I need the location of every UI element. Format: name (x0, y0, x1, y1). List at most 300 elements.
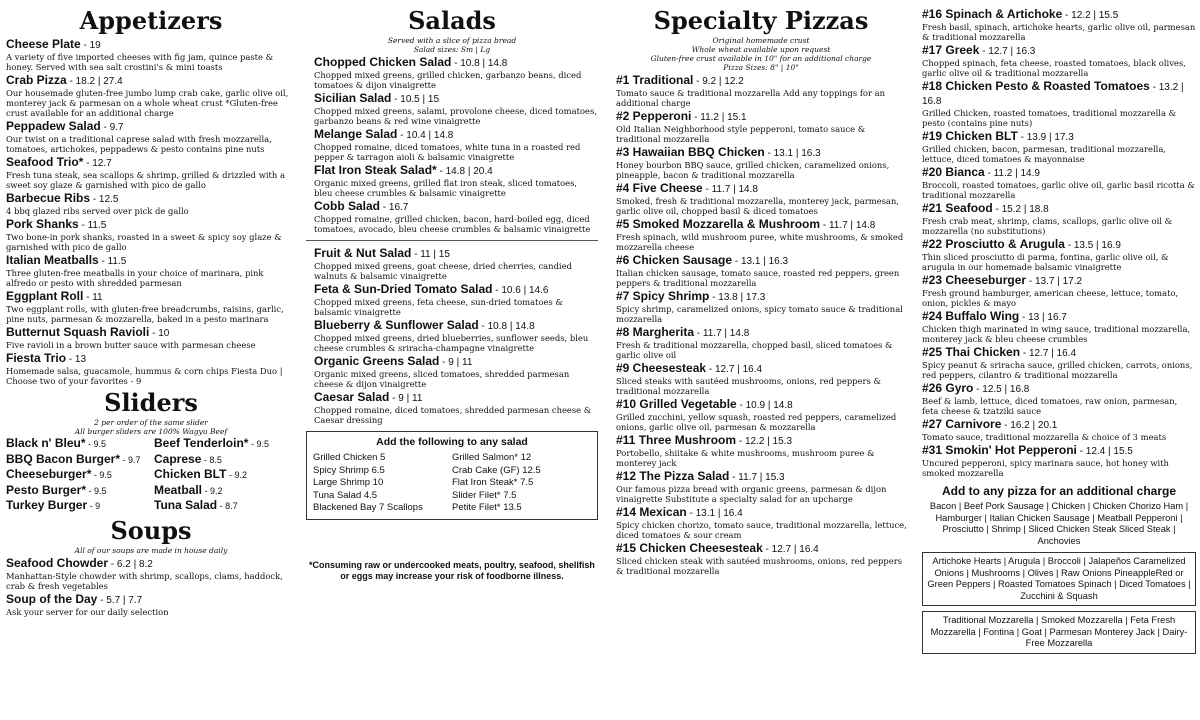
menu-item (922, 130, 1196, 164)
item-price: 12.2 | 15.5 (1071, 10, 1119, 21)
item-description: Beef & lamb, lettuce, diced tomatoes, raw onion, parmesan, feta cheese & tzatziki sauce (922, 396, 1178, 416)
salads-heading: Salads (408, 6, 496, 35)
item-description: Chopped romaine, diced tomatoes, white tuna in a roasted red pepper & tarragon aioli & balsamic vinaigrette (314, 142, 581, 162)
item-title: Italian Meatballs (6, 253, 99, 267)
slider-name: Turkey Burger (6, 498, 88, 512)
item-name: #21 Seafood - 15.2 | 18.8 (922, 201, 1049, 215)
slider-name: Beef Tenderloin* (154, 436, 249, 450)
menu-item (6, 254, 296, 288)
item-title: Crab Pizza (6, 73, 67, 87)
item-price: 13.8 | 17.3 (718, 292, 766, 303)
menu-item (6, 557, 296, 591)
item-price: 11.7 | 14.8 (702, 328, 750, 339)
item-price: 9 | 11 (398, 393, 423, 404)
item-title: #19 Chicken BLT (922, 129, 1018, 143)
item-price: 12.5 (98, 194, 119, 205)
item-name: #19 Chicken BLT - 13.9 | 17.3 (922, 129, 1074, 143)
item-name: #8 Margherita - 11.7 | 14.8 (616, 325, 750, 339)
menu-item (922, 166, 1196, 200)
addon-item: Crab Cake (GF) 12.5 (452, 464, 541, 476)
item-price: 10 (158, 328, 170, 339)
item-name: Organic Greens Salad - 9 | 11 (314, 354, 473, 368)
slider-item: Turkey Burger - 9 (6, 498, 101, 512)
menu-item (314, 128, 598, 162)
item-name: #26 Gyro - 12.5 | 16.8 (922, 381, 1030, 395)
slider-price: 9 (95, 501, 101, 511)
salad-addon-box (306, 431, 598, 520)
pizza-sizes-note: Pizza Sizes: 8" | 10" (723, 63, 799, 72)
item-description: Old Italian Neighborhood style pepperoni, tomato sauce & traditional mozzarella (616, 124, 866, 144)
salads-list-2 (306, 247, 598, 425)
item-description: Fresh & traditional mozzarella, chopped basil, sliced tomatoes & garlic olive oil (616, 340, 893, 360)
item-title: Pork Shanks (6, 217, 79, 231)
item-title: #17 Greek (922, 43, 980, 57)
slider-item: Caprese - 8.5 (154, 451, 222, 466)
menu-item (314, 391, 598, 425)
soups-heading: Soups (110, 515, 192, 545)
item-price: 11.2 | 14.9 (993, 168, 1040, 179)
item-title: #8 Margherita (616, 325, 695, 339)
item-description: Fresh basil, spinach, artichoke hearts, garlic olive oil, parmesan & traditional mozzarella (922, 22, 1196, 42)
slider-item: Meatball - 9.2 (154, 482, 223, 497)
item-price: 13 (74, 354, 87, 365)
soups-list (6, 557, 296, 617)
item-description: Tomato sauce & traditional mozzarella Add any toppings for an additional charge (616, 88, 886, 108)
menu-item (314, 247, 598, 281)
menu-item (314, 319, 598, 353)
pizzas-heading: Specialty Pizzas (653, 6, 869, 35)
item-name: #3 Hawaiian BBQ Chicken - 13.1 | 16.3 (616, 145, 821, 159)
item-description: Our twist on a traditional caprese salad with fresh mozzarella, tomatoes, artichokes, peppadews & pesto contains pine nuts (6, 134, 272, 154)
item-name: #22 Prosciutto & Arugula - 13.5 | 16.9 (922, 237, 1121, 251)
item-description: Chopped mixed greens, salami, provolone cheese, diced tomatoes, garbanzo beans & red wine vinaigrette (314, 106, 597, 126)
column-appetizers (6, 6, 296, 714)
item-description: Five ravioli in a brown butter sauce with parmesan cheese (6, 340, 256, 350)
crust-note: Original homemade crust (712, 36, 810, 45)
item-price: 13 | 16.7 (1028, 312, 1067, 323)
item-price: 9.2 | 12.2 (702, 76, 744, 87)
item-price: 18.2 | 27.4 (75, 76, 123, 87)
item-description: Spicy chicken chorizo, tomato sauce, traditional mozzarella, lettuce, diced tomatoes & sour cream (616, 520, 907, 540)
item-description: Our famous pizza bread with organic greens, parmesan & dijon vinaigrette Substitute a specialty salad for an upcharge (616, 484, 887, 504)
slider-item: Pesto Burger* - 9.5 (6, 482, 107, 497)
item-description: Italian chicken sausage, tomato sauce, roasted red peppers, green peppers & traditional mozzarella (616, 268, 900, 288)
gluten-free-note: Gluten-free crust available in 10" for an additional charge (650, 54, 872, 63)
addon-item: Grilled Salmon* 12 (452, 452, 532, 463)
slider-price: 8.5 (209, 454, 222, 465)
slider-item: Black n' Bleu* - 9.5 (6, 436, 107, 450)
menu-item (6, 352, 296, 386)
item-price: 11 | 15 (420, 249, 450, 260)
slider-price: 9.5 (93, 439, 107, 449)
item-description: Honey bourbon BBQ sauce, grilled chicken, caramelized onions, pineapple, bacon & traditional mozzarella (616, 160, 890, 180)
item-price: 13.2 | 16.8 (922, 82, 1184, 107)
item-price: 14.8 | 20.4 (445, 166, 493, 177)
slider-name: Meatball (154, 482, 203, 497)
menu-item (6, 156, 296, 190)
item-description: Organic mixed greens, grilled flat iron steak, sliced tomatoes, bleu cheese crumbles & balsamic vinaigrette (314, 178, 578, 198)
foodborne-disclaimer: *Consuming raw or undercooked meats, poultry, seafood, shellfish or eggs may increase your risk of foodborne illness. (309, 559, 595, 581)
item-name: #18 Chicken Pesto & Roasted Tomatoes - 13.2 | 16.8 (922, 79, 1184, 107)
item-description: Three gluten-free meatballs in your choice of marinara, pink alfredo or pesto with shredded parmesan (6, 268, 264, 288)
item-name: #25 Thai Chicken - 12.7 | 16.4 (922, 345, 1077, 359)
item-title: #10 Grilled Vegetable (616, 397, 737, 411)
item-description: Fresh spinach, wild mushroom puree, white mushrooms, & smoked mozzarella cheese (616, 232, 904, 252)
item-price: 13.1 | 16.3 (773, 148, 821, 159)
slider-item: Chicken BLT - 9.2 (154, 467, 247, 481)
item-name: Caesar Salad - 9 | 11 (314, 390, 423, 404)
item-name: #23 Cheeseburger - 13.7 | 17.2 (922, 273, 1083, 287)
item-description: Fresh crab meat, shrimp, clams, scallops, garlic olive oil & mozzarella (no substitutions) (922, 216, 1173, 236)
item-description: Ask your server for our daily selection (6, 606, 169, 617)
menu-item (6, 120, 296, 154)
item-price: 10.8 | 14.8 (487, 321, 535, 332)
menu-item (616, 74, 912, 108)
item-title: Butternut Squash Ravioli (6, 325, 150, 339)
slider-price: 9.5 (94, 485, 107, 496)
salad-addon-title: Add the following to any salad (376, 436, 528, 448)
sliders-grid (6, 436, 296, 514)
item-price: 9.7 (109, 122, 124, 133)
item-name: #16 Spinach & Artichoke - 12.2 | 15.5 (922, 7, 1119, 21)
item-name: Melange Salad - 10.4 | 14.8 (314, 127, 454, 141)
item-description: Chopped mixed greens, goat cheese, dried cherries, candied walnuts & balsamic vinaigrette (314, 261, 572, 281)
appetizers-list (6, 38, 296, 386)
item-name: Cheese Plate - 19 (6, 37, 101, 51)
item-title: Chopped Chicken Salad (314, 55, 452, 69)
item-name: Feta & Sun-Dried Tomato Salad - 10.6 | 14.6 (314, 282, 549, 296)
addon-item: Slider Filet* 7.5 (452, 489, 517, 501)
menu-item (616, 434, 912, 468)
item-name: Seafood Chowder - 6.2 | 8.2 (6, 555, 153, 570)
item-description: Thin sliced prosciutto di parma, fontina, garlic olive oil, & arugula in our homemade balsamic vinaigrette (922, 252, 1169, 272)
item-price: 9 | 11 (448, 357, 473, 368)
item-price: 13.1 | 16.3 (740, 256, 789, 267)
item-title: #15 Chicken Cheesesteak (616, 541, 763, 555)
item-title: #7 Spicy Shrimp (616, 289, 710, 303)
item-name: #15 Chicken Cheesesteak - 12.7 | 16.4 (616, 541, 819, 555)
item-title: #24 Buffalo Wing (922, 309, 1020, 323)
slider-price: 9.2 (210, 485, 223, 496)
addon-item: Flat Iron Steak* 7.5 (452, 477, 534, 488)
item-description: Chopped spinach, feta cheese, roasted tomatoes, black olives, garlic olive oil & traditional mozzarella (922, 58, 1186, 78)
item-price: 13.5 | 16.9 (1073, 240, 1121, 251)
item-price: 6.2 | 8.2 (116, 558, 153, 570)
item-price: 11.7 | 14.8 (828, 220, 876, 231)
item-price: 5.7 | 7.7 (106, 594, 143, 606)
item-description: Chopped mixed greens, grilled chicken, garbanzo beans, diced tomatoes & dijon vinaigrette (314, 70, 582, 90)
item-price: 12.7 | 16.4 (1028, 348, 1077, 359)
item-price: 16.7 (388, 202, 409, 213)
menu-item (922, 238, 1196, 272)
item-description: Spicy shrimp, caramelized onions, spicy tomato sauce & traditional mozzarella (616, 304, 903, 324)
item-title: #31 Smokin' Hot Pepperoni (922, 443, 1077, 457)
item-title: #26 Gyro (922, 381, 974, 395)
menu-item (616, 398, 912, 432)
item-title: #25 Thai Chicken (922, 345, 1021, 359)
item-name: Flat Iron Steak Salad* - 14.8 | 20.4 (314, 163, 493, 177)
item-name: #20 Bianca - 11.2 | 14.9 (922, 165, 1040, 179)
item-name: Sicilian Salad - 10.5 | 15 (314, 91, 440, 105)
item-description: Chicken thigh marinated in wing sauce, traditional mozzarella, monterey jack & bleu cheese crumbles (922, 324, 1191, 344)
slider-price: 9.7 (128, 454, 141, 465)
item-description: Chopped mixed greens, feta cheese, sun-dried tomatoes & balsamic vinaigrette (314, 297, 563, 317)
item-description: Sliced steaks with sautéed mushrooms, onions, red peppers & traditional mozzarella (616, 376, 881, 396)
item-description: Sliced chicken steak with sautéed mushrooms, onions, red peppers & traditional mozzarella (616, 556, 903, 576)
menu-item (922, 418, 1196, 442)
slider-name: Pesto Burger* (6, 482, 87, 497)
item-title: Barbecue Ribs (6, 191, 91, 205)
slider-item: Tuna Salad - 8.7 (154, 498, 238, 512)
column-pizzas (610, 6, 912, 714)
slider-name: Black n' Bleu* (6, 436, 86, 450)
item-description: Uncured pepperoni, spicy marinara sauce, hot honey with smoked mozzarella (922, 458, 1169, 478)
item-title: Soup of the Day (6, 591, 98, 606)
item-name: Chopped Chicken Salad - 10.8 | 14.8 (314, 55, 508, 69)
item-description: Organic mixed greens, sliced tomatoes, shredded parmesan cheese & dijon vinaigrette (314, 369, 570, 389)
item-description: Broccoli, roasted tomatoes, garlic olive oil, garlic basil ricotta & traditional mozzarella (922, 180, 1195, 200)
item-name: Pork Shanks - 11.5 (6, 217, 107, 231)
cheese-toppings: Traditional Mozzarella | Smoked Mozzarella | Feta Fresh Mozzarella | Fontina | Goat | Parmesan Monterey Jack | Dairy-Free Mozzarella (922, 611, 1196, 654)
item-description: Chopped mixed greens, dried blueberries, sunflower seeds, bleu cheese crumbles & sriracha-champagne vinaigrette (314, 333, 589, 353)
item-price: 12.5 | 16.8 (982, 384, 1030, 395)
menu-item (922, 382, 1196, 416)
salads-sizes-note: Salad sizes: Sm | Lg (413, 45, 491, 54)
menu-item (6, 593, 296, 617)
item-name: #17 Greek - 12.7 | 16.3 (922, 43, 1036, 57)
item-name: Crab Pizza - 18.2 | 27.4 (6, 73, 123, 87)
item-name: #2 Pepperoni - 11.2 | 15.1 (616, 109, 747, 123)
item-name: #14 Mexican - 13.1 | 16.4 (616, 505, 743, 519)
slider-price: 9.2 (234, 470, 247, 480)
menu-item (922, 44, 1196, 78)
item-description: Smoked, fresh & traditional mozzarella, monterey jack, parmesan, garlic olive oil, chopped basil & diced tomatoes (616, 196, 899, 216)
item-title: Seafood Chowder (6, 555, 109, 570)
menu-item (616, 218, 912, 252)
item-name: #27 Carnivore - 16.2 | 20.1 (922, 417, 1058, 431)
item-title: #16 Spinach & Artichoke (922, 7, 1063, 21)
slider-name: Caprese (154, 451, 202, 466)
pizzas-list (610, 74, 912, 576)
menu-item (922, 80, 1196, 128)
slider-name: Tuna Salad (154, 498, 218, 512)
item-title: #6 Chicken Sausage (616, 253, 733, 267)
item-description: Grilled zucchini, yellow squash, roasted red peppers, caramelized onions, garlic olive oil, parmesan & mozzarella (616, 412, 897, 432)
menu-item (314, 56, 598, 90)
menu-item (616, 542, 912, 576)
menu-item (314, 200, 598, 234)
wheat-note: Whole wheat available upon request (691, 45, 831, 54)
column-pizzas-cont (922, 6, 1196, 714)
item-price: 12.7 (92, 158, 112, 169)
item-title: Cheese Plate (6, 37, 81, 51)
menu-item (6, 218, 296, 252)
item-title: #18 Chicken Pesto & Roasted Tomatoes (922, 79, 1150, 93)
item-description: Two bone-in pork shanks, roasted in a sweet & spicy soy glaze & garnished with pico de gallo (6, 232, 282, 252)
item-name: Eggplant Roll - 11 (6, 289, 103, 303)
item-name: #1 Traditional - 9.2 | 12.2 (616, 73, 744, 87)
menu-item (314, 355, 598, 389)
item-title: #14 Mexican (616, 505, 687, 519)
menu-item (616, 254, 912, 288)
item-name: #12 The Pizza Salad - 11.7 | 15.3 (616, 469, 785, 483)
addon-item: Tuna Salad 4.5 (313, 489, 378, 501)
item-price: 10.5 | 15 (400, 94, 440, 105)
item-price: 12.7 | 16.4 (714, 364, 763, 375)
item-title: #5 Smoked Mozzarella & Mushroom (616, 217, 821, 231)
item-price: 11.5 (87, 220, 107, 231)
column-salads (306, 6, 598, 714)
salads-list (306, 56, 598, 234)
item-title: Organic Greens Salad (314, 354, 440, 368)
item-title: Peppadew Salad (6, 119, 101, 133)
item-price: 11 (92, 292, 103, 303)
meat-toppings: Bacon | Beef Pork Sausage | Chicken | Chicken Chorizo Ham | Hamburger | Italian Chicken Sausage | Meatball Pepperoni | Prosciutto | Shrimp | Sliced Chicken Steak Sliced Steak | Anchovies (929, 501, 1189, 546)
veggie-toppings: Artichoke Hearts | Arugula | Broccoli | Jalapeños Caramelized Onions | Mushrooms | Olives | Raw Onions PineappleRed or Green Peppers | Roasted Tomatoes Spinach | Diced Tomatoes | Zucchini & Squash (922, 552, 1196, 606)
item-title: Fruit & Nut Salad (314, 246, 412, 260)
item-price: 19 (89, 40, 101, 51)
item-name: Butternut Squash Ravioli - 10 (6, 325, 170, 339)
menu-item (616, 362, 912, 396)
item-description: Grilled chicken, bacon, parmesan, traditional mozzarella, lettuce, diced tomatoes & mayonnaise (922, 144, 1166, 164)
menu-item (616, 182, 912, 216)
item-price: 11.5 (107, 256, 127, 267)
menu-item (616, 290, 912, 324)
menu-item (616, 506, 912, 540)
salad-addon-grid (313, 452, 591, 515)
item-title: #3 Hawaiian BBQ Chicken (616, 145, 765, 159)
item-price: 15.2 | 18.8 (1001, 204, 1049, 215)
menu-item (616, 110, 912, 144)
item-title: #4 Five Cheese (616, 181, 703, 195)
item-name: #10 Grilled Vegetable - 10.9 | 14.8 (616, 397, 793, 411)
item-price: 12.7 | 16.4 (771, 544, 819, 555)
item-price: 10.8 | 14.8 (460, 58, 508, 69)
addon-item: Blackened Bay 7 Scallops (313, 502, 423, 513)
item-price: 10.9 | 14.8 (745, 400, 793, 411)
item-name: #24 Buffalo Wing - 13 | 16.7 (922, 309, 1067, 323)
menu-item (314, 164, 598, 198)
slider-price: 9.5 (256, 439, 269, 449)
item-description: Homemade salsa, guacamole, hummus & corn chips Fiesta Duo | Choose two of your favorites - 9 (6, 366, 283, 386)
item-price: 16.2 | 20.1 (1010, 420, 1058, 431)
item-title: Seafood Trio* (6, 155, 84, 169)
item-description: Tomato sauce, traditional mozzarella & choice of 3 meats (922, 432, 1167, 442)
item-name: Italian Meatballs - 11.5 (6, 253, 127, 267)
item-name: #7 Spicy Shrimp - 13.8 | 17.3 (616, 289, 766, 303)
slider-name: BBQ Bacon Burger* (6, 451, 121, 466)
item-name: Fruit & Nut Salad - 11 | 15 (314, 246, 450, 260)
menu-item (922, 202, 1196, 236)
menu-item (922, 444, 1196, 478)
item-title: #21 Seafood (922, 201, 993, 215)
item-name: Blueberry & Sunflower Salad - 10.8 | 14.8 (314, 318, 535, 332)
item-title: #2 Pepperoni (616, 109, 692, 123)
item-title: #27 Carnivore (922, 417, 1002, 431)
item-title: #22 Prosciutto & Arugula (922, 237, 1065, 251)
menu-item (6, 192, 296, 216)
item-name: Seafood Trio* - 12.7 (6, 155, 112, 169)
item-name: #31 Smokin' Hot Pepperoni - 12.4 | 15.5 (922, 443, 1133, 457)
menu-item (314, 92, 598, 126)
item-name: Barbecue Ribs - 12.5 (6, 191, 119, 205)
item-price: 11.7 | 14.8 (711, 184, 758, 195)
menu-item (6, 74, 296, 118)
addon-item: Spicy Shrimp 6.5 (313, 464, 385, 476)
divider (306, 240, 598, 241)
item-description: Grilled Chicken, roasted tomatoes, traditional mozzarella & pesto (contains pine nuts) (922, 108, 1177, 128)
pizzas-list-2 (922, 8, 1196, 478)
toppings-heading: Add to any pizza for an additional charge (941, 484, 1177, 498)
menu-item (6, 38, 296, 72)
item-price: 12.4 | 15.5 (1085, 446, 1133, 457)
menu-item (922, 346, 1196, 380)
slider-item: Cheeseburger* - 9.5 (6, 467, 112, 481)
item-title: Melange Salad (314, 127, 398, 141)
slider-price: 9.5 (99, 470, 112, 480)
item-description: Chopped romaine, diced tomatoes, shredded parmesan cheese & Caesar dressing (314, 405, 592, 425)
item-title: #20 Bianca (922, 165, 985, 179)
slider-name: Cheeseburger* (6, 467, 92, 481)
sliders-heading: Sliders (104, 388, 198, 417)
item-price: 12.7 | 16.3 (988, 46, 1036, 57)
item-description: Our housemade gluten-free jumbo lump crab cake, garlic olive oil, monterey jack & parmesan on a whole wheat crust *Gluten-free crust available for an additional charge (6, 88, 289, 118)
item-name: #11 Three Mushroom - 12.2 | 15.3 (616, 433, 793, 447)
soups-note: All of our soups are made in house daily (74, 545, 228, 555)
sliders-note-wagyu: All burger sliders are 100% Wagyu Beef (74, 427, 228, 436)
item-name: #4 Five Cheese - 11.7 | 14.8 (616, 181, 758, 195)
item-name: Cobb Salad - 16.7 (314, 199, 409, 213)
item-description: Manhattan-Style chowder with shrimp, scallops, clams, haddock, crab & fresh vegetables (6, 570, 283, 591)
addon-item: Petite Filet* 13.5 (452, 502, 522, 513)
menu-item (6, 290, 296, 324)
item-title: #11 Three Mushroom (616, 433, 737, 447)
item-title: #9 Cheesesteak (616, 361, 707, 375)
item-name: Peppadew Salad - 9.7 (6, 119, 124, 133)
item-price: 13.1 | 16.4 (695, 508, 743, 519)
item-title: Caesar Salad (314, 390, 390, 404)
slider-price: 8.7 (225, 501, 238, 511)
slider-item: Beef Tenderloin* - 9.5 (154, 436, 269, 450)
menu-item (922, 8, 1196, 42)
item-description: 4 bbq glazed ribs served over pick de gallo (6, 206, 189, 216)
item-title: #1 Traditional (616, 73, 694, 87)
menu-item (922, 274, 1196, 308)
item-description: Two eggplant rolls, with gluten-free breadcrumbs, raisins, garlic, pine nuts, parmesan & mozzarella, baked in a pesto marinara (6, 304, 284, 324)
item-title: #23 Cheeseburger (922, 273, 1027, 287)
item-name: Fiesta Trio - 13 (6, 351, 87, 365)
slider-item: BBQ Bacon Burger* - 9.7 (6, 451, 141, 466)
item-price: 13.9 | 17.3 (1026, 132, 1074, 143)
item-title: Blueberry & Sunflower Salad (314, 318, 479, 332)
item-name: #5 Smoked Mozzarella & Mushroom - 11.7 | 14.8 (616, 217, 876, 231)
menu-item (922, 310, 1196, 344)
menu-item (616, 470, 912, 504)
salads-note: Served with a slice of pizza bread (387, 36, 517, 45)
item-title: #12 The Pizza Salad (616, 469, 730, 483)
slider-name: Chicken BLT (154, 467, 227, 481)
item-name: Soup of the Day - 5.7 | 7.7 (6, 591, 143, 606)
item-description: Spicy peanut & sriracha sauce, grilled chicken, carrots, onions, red peppers, cilantro & traditional mozzarella (922, 360, 1193, 380)
item-price: 10.4 | 14.8 (406, 130, 454, 141)
item-description: Fresh tuna steak, sea scallops & shrimp, grilled & drizzled with a sweet soy glaze & garnished with pico de gallo (6, 170, 285, 190)
item-name: #9 Cheesesteak - 12.7 | 16.4 (616, 361, 763, 375)
item-description: Portobello, shiitake & white mushrooms, mushroom puree & monterey jack (616, 448, 875, 468)
addon-item: Grilled Chicken 5 (313, 452, 386, 463)
item-title: Feta & Sun-Dried Tomato Salad (314, 282, 493, 296)
appetizers-heading: Appetizers (79, 6, 223, 35)
item-price: 11.7 | 15.3 (738, 472, 785, 483)
